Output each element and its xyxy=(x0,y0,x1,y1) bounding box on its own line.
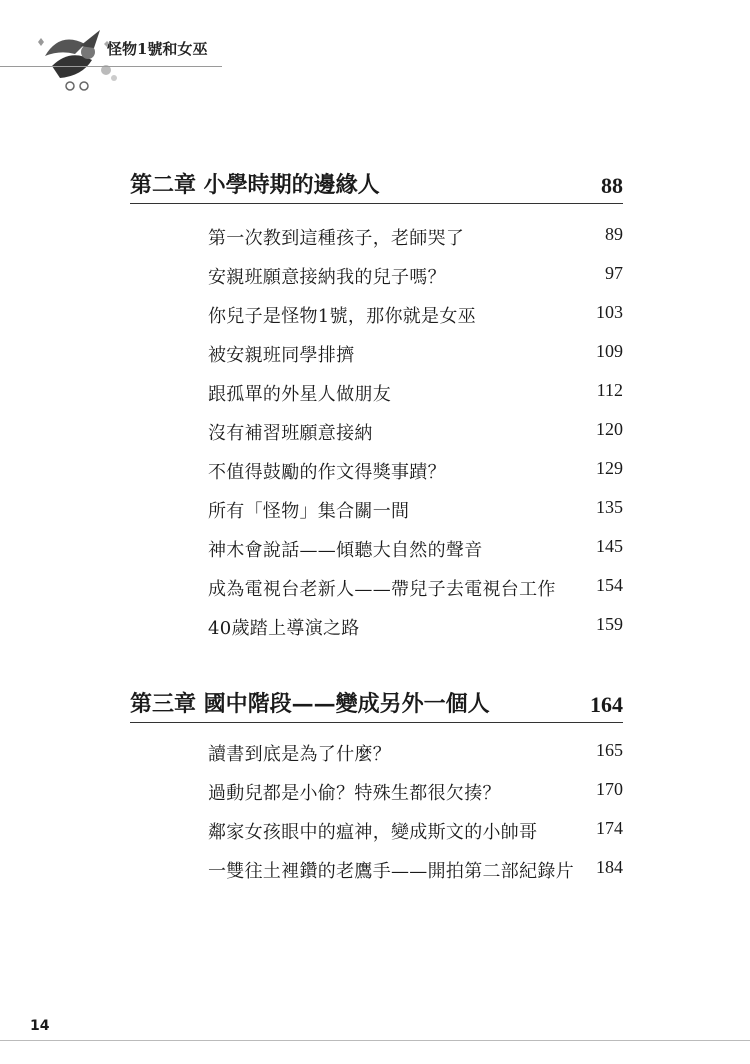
witch-illustration-icon xyxy=(30,26,130,96)
chapter-3-heading[interactable] xyxy=(130,684,623,723)
entry-title: 40歲踏上導演之路 xyxy=(208,618,360,639)
entry-title: 成為電視台老新人——帶兒子去電視台工作 xyxy=(208,579,556,600)
toc-entry[interactable] xyxy=(208,419,623,449)
entry-title: 安親班願意接納我的兒子嗎？ xyxy=(208,267,446,288)
entry-page: 154 xyxy=(596,575,623,595)
toc-entry[interactable] xyxy=(208,857,623,887)
entry-page: 97 xyxy=(605,263,623,283)
entry-title: 一雙往土裡鑽的老鷹手——開拍第二部紀錄片 xyxy=(208,861,574,882)
entry-page: 103 xyxy=(596,302,623,322)
entry-page: 89 xyxy=(605,224,623,244)
entry-page: 184 xyxy=(596,857,623,877)
entry-page: 145 xyxy=(596,536,623,556)
entry-title: 所有「怪物」集合關一間 xyxy=(208,501,410,522)
page-number: 14 xyxy=(30,1018,50,1034)
entry-page: 165 xyxy=(596,740,623,760)
entry-page: 120 xyxy=(596,419,623,439)
entry-title: 沒有補習班願意接納 xyxy=(208,423,373,444)
toc-entry[interactable] xyxy=(208,380,623,410)
entry-title: 讀書到底是為了什麼？ xyxy=(208,744,391,765)
entry-page: 174 xyxy=(596,818,623,838)
toc-entry[interactable] xyxy=(208,536,623,566)
footer-divider xyxy=(0,1040,750,1041)
book-title: 怪物1號和女巫 xyxy=(107,40,208,58)
toc-entry[interactable] xyxy=(208,779,623,809)
entry-title: 跟孤單的外星人做朋友 xyxy=(208,384,391,405)
toc-entry[interactable] xyxy=(208,818,623,848)
toc-entry[interactable] xyxy=(208,497,623,527)
toc-entry[interactable] xyxy=(208,575,623,605)
entry-title: 你兒子是怪物1號，那你就是女巫 xyxy=(208,306,476,327)
header-divider xyxy=(0,66,222,67)
chapter-2-heading[interactable] xyxy=(130,165,623,204)
toc-entry[interactable] xyxy=(208,740,623,770)
entry-page: 129 xyxy=(596,458,623,478)
toc-entry[interactable] xyxy=(208,224,623,254)
entry-title: 神木會說話——傾聽大自然的聲音 xyxy=(208,540,483,561)
entry-title: 不值得鼓勵的作文得獎事蹟？ xyxy=(208,462,446,483)
entry-page: 170 xyxy=(596,779,623,799)
entry-page: 135 xyxy=(596,497,623,517)
toc-entry[interactable] xyxy=(208,263,623,293)
toc-entry[interactable] xyxy=(208,614,623,644)
chapter-page: 88 xyxy=(601,173,623,198)
entry-title: 鄰家女孩眼中的瘟神，變成斯文的小帥哥 xyxy=(208,822,538,843)
entry-title: 被安親班同學排擠 xyxy=(208,345,355,366)
entry-page: 109 xyxy=(596,341,623,361)
chapter-page: 164 xyxy=(590,692,623,717)
toc-entry[interactable] xyxy=(208,458,623,488)
entry-page: 159 xyxy=(596,614,623,634)
entry-title: 第一次教到這種孩子，老師哭了 xyxy=(208,228,465,249)
toc-entry[interactable] xyxy=(208,341,623,371)
toc-entry[interactable] xyxy=(208,302,623,332)
chapter-title: 第二章 小學時期的邊緣人 xyxy=(130,172,380,198)
entry-title: 過動兒都是小偷？特殊生都很欠揍？ xyxy=(208,783,501,804)
chapter-title: 第三章 國中階段——變成另外一個人 xyxy=(130,691,490,717)
entry-page: 112 xyxy=(596,380,623,400)
